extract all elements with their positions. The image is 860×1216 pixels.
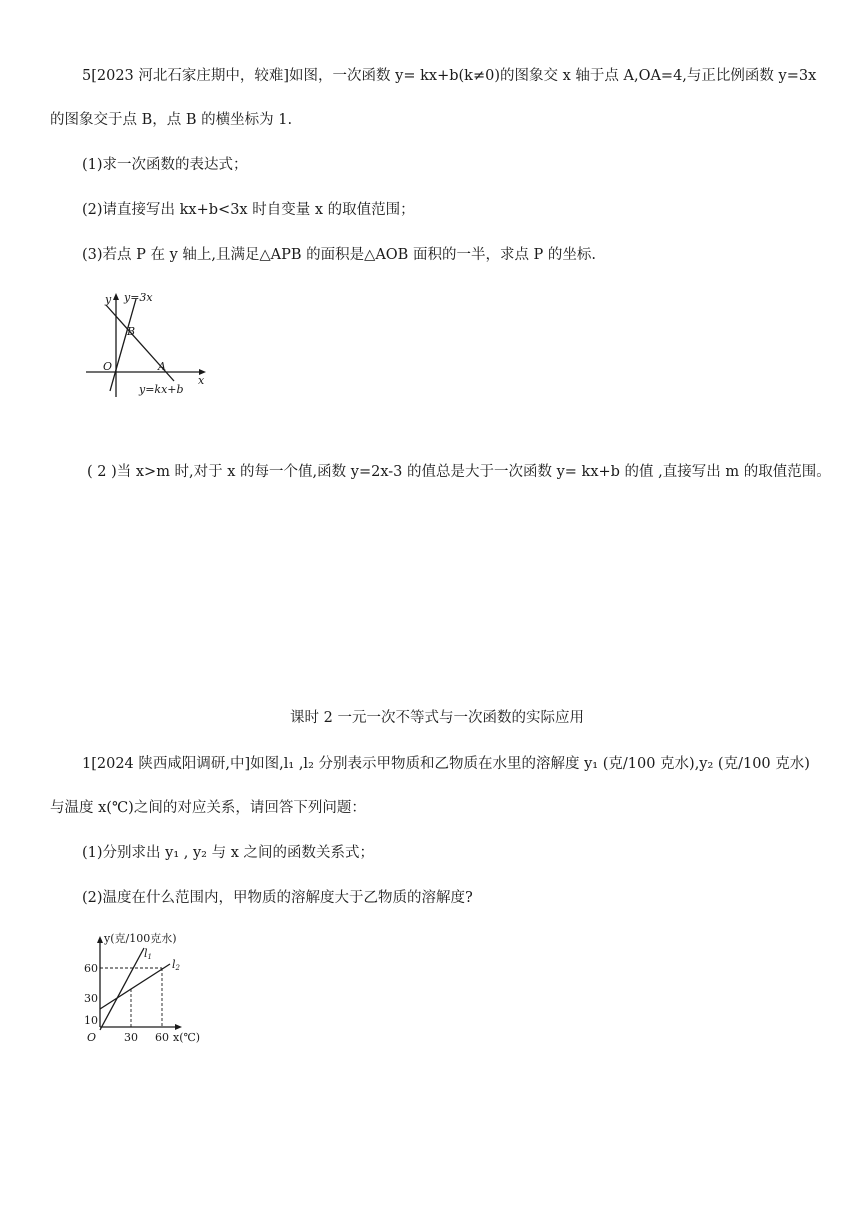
p1-ytick-30: 30 bbox=[84, 992, 98, 1005]
section-title: 课时 2 一元一次不等式与一次函数的实际应用 bbox=[290, 710, 584, 726]
problem5-figure bbox=[80, 285, 220, 405]
p1-ylabel: y(克/100克水) bbox=[104, 932, 177, 945]
p1-ytick-10: 10 bbox=[84, 1014, 98, 1027]
p5-y-arrow-icon bbox=[113, 293, 119, 300]
p5-label-x: x bbox=[198, 374, 205, 387]
p5-label-y: y bbox=[105, 293, 112, 306]
p1-x-arrow-icon bbox=[175, 1024, 182, 1030]
problem5-question3: (3)若点 P 在 y 轴上,且满足△APB 的面积是△AOB 面积的一半，求点 P 的坐标. bbox=[82, 247, 597, 263]
p1-ytick-60: 60 bbox=[84, 962, 98, 975]
problem5-line1: 5[2023 河北石家庄期中，较难]如图，一次函数 y= kx+b(k≠0)的图象交 x 轴于点 A,OA=4,与正比例函数 y=3x bbox=[82, 68, 817, 84]
p1-label-l2: l2 bbox=[172, 958, 180, 972]
p1-label-l1: l1 bbox=[144, 947, 152, 961]
p5-label-O: O bbox=[103, 360, 113, 373]
problem5-question2: (2)请直接写出 kx+b<3x 时自变量 x 的取值范围； bbox=[82, 202, 415, 218]
p5-label-y3x: y=3x bbox=[124, 291, 153, 304]
problem1-figure bbox=[80, 926, 220, 1051]
problem5-line2: 的图象交于点 B，点 B 的横坐标为 1. bbox=[50, 112, 293, 128]
problem5-extra-question: ( 2 )当 x>m 时,对于 x 的每一个值,函数 y=2x-3 的值总是大于一次函数 y= kx+b 的值 ,直接写出 m 的取值范围。 bbox=[87, 464, 831, 480]
p1-xlabel: x(℃) bbox=[173, 1031, 201, 1044]
p5-label-ykxb: y=kx+b bbox=[139, 383, 184, 396]
p5-line-y3x bbox=[110, 299, 136, 391]
problem5-question1: (1)求一次函数的表达式； bbox=[82, 157, 248, 173]
problem1-line1: 1[2024 陕西咸阳调研,中]如图,l₁ ,l₂ 分别表示甲物质和乙物质在水里的溶解度 y₁ (克/100 克水),y₂ (克/100 克水) bbox=[82, 756, 810, 772]
p5-label-B: B bbox=[127, 325, 136, 338]
p5-label-A: A bbox=[158, 360, 166, 373]
problem1-line2: 与温度 x(℃)之间的对应关系，请回答下列问题： bbox=[50, 800, 366, 816]
p1-y-arrow-icon bbox=[97, 936, 103, 943]
p1-line-l2 bbox=[100, 964, 170, 1009]
p1-origin: O bbox=[87, 1031, 97, 1044]
p1-xtick-60: 60 bbox=[155, 1031, 169, 1044]
problem1-question1: (1)分别求出 y₁ , y₂ 与 x 之间的函数关系式； bbox=[82, 845, 374, 861]
p1-xtick-30: 30 bbox=[124, 1031, 138, 1044]
problem1-question2: (2)温度在什么范围内，甲物质的溶解度大于乙物质的溶解度? bbox=[82, 890, 473, 906]
p1-line-l1 bbox=[100, 948, 144, 1030]
